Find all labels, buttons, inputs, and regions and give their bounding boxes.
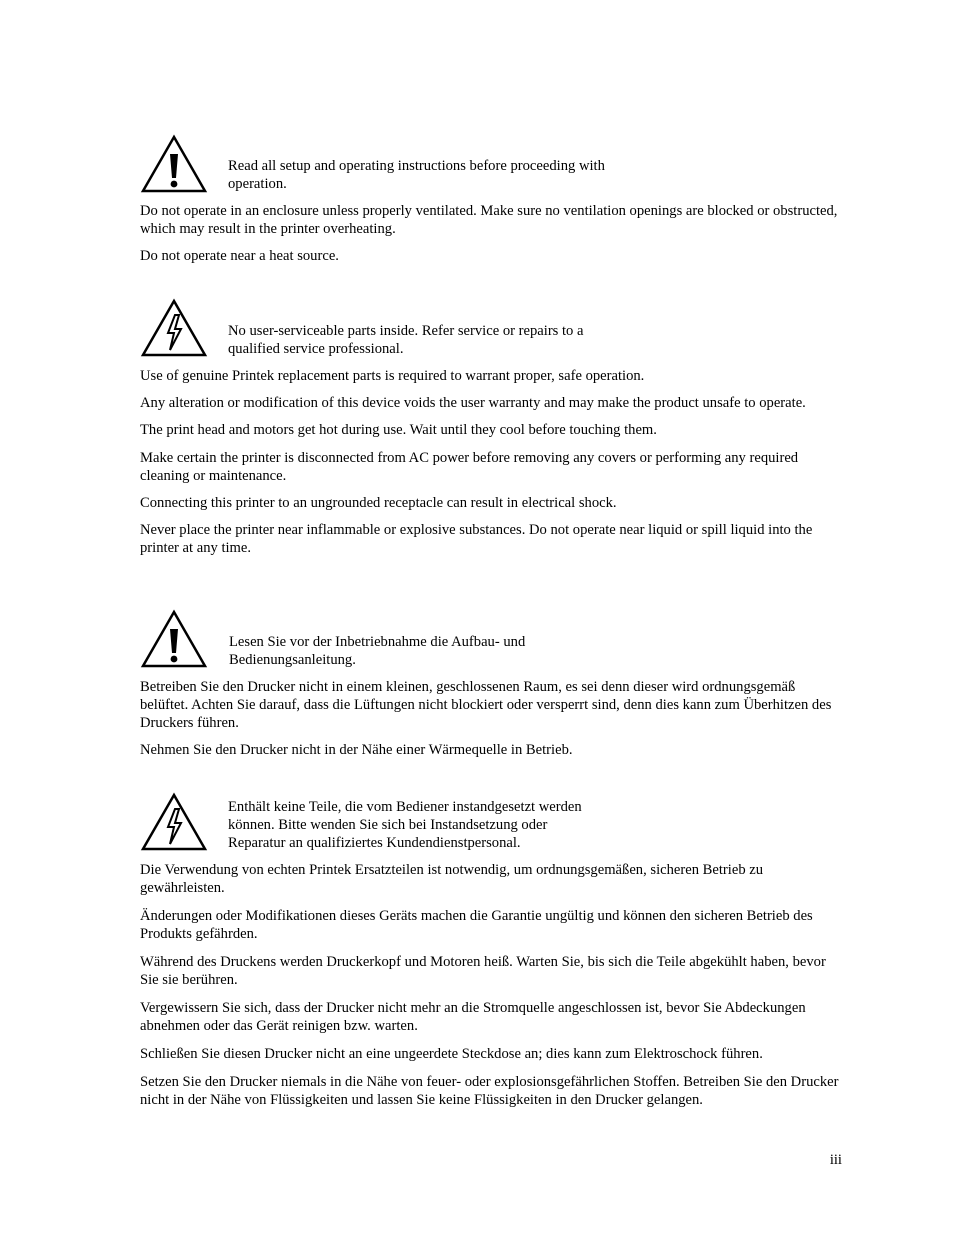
paragraph: Connecting this printer to an ungrounded receptacle can result in electrical shock. xyxy=(140,495,617,511)
caution-caption-en xyxy=(228,157,605,193)
paragraph: Any alteration or modification of this device voids the user warranty and may make the product unsafe to operate. xyxy=(140,395,806,411)
paragraph: Do not operate near a heat source. xyxy=(140,248,339,264)
caption-line: können. Bitte wenden Sie sich bei Instandsetzung oder xyxy=(228,817,548,833)
caption-line: Lesen Sie vor der Inbetriebnahme die Aufbau- und xyxy=(229,634,526,650)
paragraph: Make certain the printer is disconnected from AC power before removing any covers or performing any required cleaning or maintenance. xyxy=(140,450,799,484)
caption-line: operation. xyxy=(228,176,287,192)
paragraph: Während des Druckens werden Druckerkopf und Motoren heiß. Warten Sie, bis sich die Teile abgekühlt haben, bevor Sie sie berühren. xyxy=(140,954,826,988)
paragraph: Betreiben Sie den Drucker nicht in einem kleinen, geschlossenen Raum, es sei denn dieser wird ordnungsgemäß belüftet. Achten Sie darauf, dass die Lüftungen nicht blockiert oder versperrt sind, denn dies kann zum Überhitzen des Druckers führen. xyxy=(140,679,832,731)
hazard-paragraphs-en xyxy=(140,367,846,557)
page-number: iii xyxy=(829,1152,842,1168)
paragraph: Schließen Sie diesen Drucker nicht an eine ungeerdete Steckdose an; dies kann zum Elektroschock führen. xyxy=(140,1046,763,1062)
paragraph: Do not operate in an enclosure unless properly ventilated. Make sure no ventilation openings are blocked or obstructed, which may result in the printer overheating. xyxy=(140,203,838,237)
caption-line: No user-serviceable parts inside. Refer service or repairs to a xyxy=(228,323,584,339)
paragraph: Setzen Sie den Drucker niemals in die Nähe von feuer- oder explosionsgefährlichen Stoffen. Betreiben Sie den Drucker nicht in der Nähe von Flüssigkeiten und lassen Sie keine Flüssigkeiten in den Drucker gelangen. xyxy=(140,1074,839,1108)
paragraph: Vergewissern Sie sich, dass der Drucker nicht mehr an die Stromquelle angeschlossen ist, bevor Sie Abdeckungen abnehmen oder das Gerät reinigen bzw. warten. xyxy=(140,1000,806,1034)
caution-caption-de xyxy=(229,633,525,669)
paragraph: Use of genuine Printek replacement parts is required to warrant proper, safe operation. xyxy=(140,368,645,384)
hazard-caption-de xyxy=(228,798,582,852)
paragraph: Änderungen oder Modifikationen dieses Geräts machen die Garantie ungültig und können den sicheren Betrieb des Produkts gefährden. xyxy=(140,908,813,942)
caption-line: Read all setup and operating instructions before proceeding with xyxy=(228,158,605,174)
caption-line: Reparatur an qualifiziertes Kundendienstpersonal. xyxy=(228,835,521,851)
caption-line: qualified service professional. xyxy=(228,341,404,357)
paragraph: Never place the printer near inflammable or explosive substances. Do not operate near liquid or spill liquid into the printer at any time. xyxy=(140,522,813,556)
hazard-paragraphs-de xyxy=(140,861,846,1109)
caution-paragraphs-de xyxy=(140,678,846,759)
caution-exclamation-icon xyxy=(140,609,208,669)
hazard-caption-en xyxy=(228,322,583,358)
paragraph: Nehmen Sie den Drucker nicht in der Nähe einer Wärmequelle in Betrieb. xyxy=(140,742,573,758)
electrical-hazard-icon xyxy=(140,792,208,852)
caution-exclamation-icon xyxy=(140,134,208,194)
electrical-hazard-icon xyxy=(140,298,208,358)
caption-line: Enthält keine Teile, die vom Bediener instandgesetzt werden xyxy=(228,799,582,815)
caution-paragraphs-en xyxy=(140,202,846,265)
paragraph: Die Verwendung von echten Printek Ersatzteilen ist notwendig, um ordnungsgemäßen, sicheren Betrieb zu gewährleisten. xyxy=(140,862,764,896)
paragraph: The print head and motors get hot during use. Wait until they cool before touching them. xyxy=(140,422,657,438)
caption-line: Bedienungsanleitung. xyxy=(229,652,356,668)
